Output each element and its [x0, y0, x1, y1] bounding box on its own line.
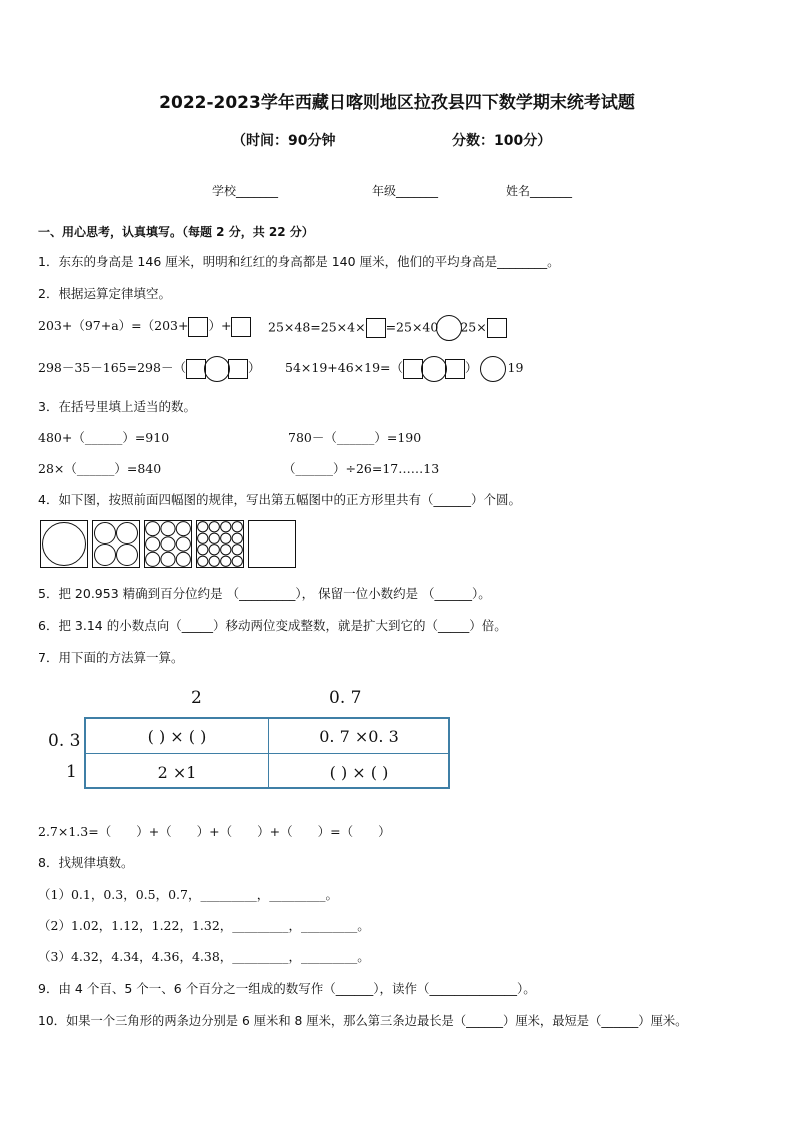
answer-circle[interactable]: [480, 356, 506, 382]
q2-r1b-part3: 25×: [460, 319, 487, 335]
answer-box[interactable]: [228, 359, 248, 379]
answer-box[interactable]: [366, 318, 386, 338]
exam-time: （时间：90分钟: [232, 133, 336, 149]
grid-cell-1-1[interactable]: ( ) × ( ): [147, 727, 207, 746]
answer-box[interactable]: [188, 317, 208, 337]
grid-cell-2-2[interactable]: ( ) × ( ): [329, 763, 389, 782]
question-5: 5．把 20.953 精确到百分位约是 （_________）， 保留一位小数约是 （______）。: [38, 586, 491, 601]
exam-score: 分数：100分）: [452, 133, 552, 149]
grid-col-label-2: 0. 7: [329, 688, 362, 708]
pattern-circle: [198, 556, 208, 566]
q2-r2b-part1: 54×19+46×19=（: [285, 360, 404, 375]
pattern-circle: [176, 537, 190, 551]
question-8-text: 8．找规律填数。: [38, 855, 134, 870]
pattern-circle: [198, 522, 208, 532]
grid-col-label-1: 2: [191, 688, 202, 708]
q8-seq-1: （1）0.1，0.3，0.5，0.7，_________，_________。: [38, 887, 338, 902]
q3-d: （______）÷26=17……13: [283, 461, 440, 476]
answer-box[interactable]: [231, 317, 251, 337]
q2-r1a-part1: 203+（97+a）=（203+: [38, 318, 189, 333]
answer-box[interactable]: [403, 359, 423, 379]
q3-b: 780－（______）=190: [288, 430, 422, 445]
q2-r2a-part2: ）: [247, 360, 261, 375]
answer-circle[interactable]: [421, 356, 447, 382]
question-4-text: 4．如下图，按照前面四幅图的规律，写出第五幅图中的正方形里共有（______）个圆。: [38, 492, 521, 507]
pattern-circle: [198, 533, 208, 543]
pattern-circle: [232, 522, 242, 532]
pattern-circle: [209, 522, 219, 532]
question-1: 1．东东的身高是 146 厘米，明明和红红的身高都是 140 厘米，他们的平均身高是________。: [38, 254, 560, 269]
school-field: 学校_______: [212, 184, 279, 198]
question-9: 9．由 4 个百、5 个一、6 个百分之一组成的数写作（______），读作（______________）。: [38, 981, 536, 996]
pattern-circle: [221, 533, 231, 543]
q7-equation: 2.7×1.3=（ ）+（ ）+（ ）+（ ）=（ ）: [38, 824, 391, 839]
pattern-circle: [232, 545, 242, 555]
pattern-circle: [221, 522, 231, 532]
q2-row1-right: [268, 315, 507, 341]
q2-row1-left: [38, 315, 251, 337]
q2-r1a-part2: ）+: [208, 318, 232, 333]
pattern-circle: [221, 545, 231, 555]
q2-row2-right: [285, 355, 523, 382]
pattern-circle: [209, 533, 219, 543]
question-7-text: 7．用下面的方法算一算。: [38, 650, 184, 665]
pattern-circle: [146, 552, 160, 566]
q2-r2b-part2: ）: [465, 360, 478, 375]
pattern-circle: [221, 556, 231, 566]
q8-seq-2: （2）1.02，1.12，1.22，1.32，_________，_________。: [38, 918, 370, 933]
q2-r1b-part1: 25×48=25×4×: [268, 319, 366, 335]
pattern-circle: [232, 556, 242, 566]
grid-row-label-2: 1: [66, 762, 77, 782]
pattern-circle: [176, 522, 190, 536]
pattern-circle: [161, 522, 175, 536]
question-2-text: 2．根据运算定律填空。: [38, 286, 171, 301]
name-field: 姓名_______: [506, 184, 573, 198]
pattern-circle: [209, 545, 219, 555]
pattern-figure-3: [144, 520, 192, 568]
answer-box[interactable]: [445, 359, 465, 379]
q2-r1b-part2: =25×40: [385, 319, 439, 335]
answer-circle[interactable]: [436, 315, 462, 341]
pattern-circle: [198, 545, 208, 555]
grade-field: 年级_______: [372, 184, 439, 198]
grid-cell-2-1: 2 ×1: [157, 763, 197, 782]
q3-c: 28×（______）=840: [38, 461, 162, 476]
circles-3: [145, 521, 191, 567]
page-title: 2022-2023学年西藏日喀则地区拉孜县四下数学期末统考试题: [159, 93, 635, 113]
pattern-circle: [146, 522, 160, 536]
pattern-circle: [176, 552, 190, 566]
circles-4: [197, 521, 243, 567]
answer-circle[interactable]: [204, 356, 230, 382]
pattern-figure-5-empty: [248, 520, 296, 568]
answer-box[interactable]: [186, 359, 206, 379]
multiplication-grid: [84, 717, 450, 789]
pattern-circle: [161, 537, 175, 551]
pattern-circle: [232, 533, 242, 543]
grid-cell-1-2: 0. 7 ×0. 3: [319, 727, 399, 746]
pattern-figure-2: [92, 520, 140, 568]
question-3-text: 3．在括号里填上适当的数。: [38, 399, 196, 414]
q2-row2-left: [38, 355, 260, 382]
pattern-figure-1: [40, 520, 88, 568]
answer-box[interactable]: [487, 318, 507, 338]
pattern-circle: [209, 556, 219, 566]
pattern-circle: [146, 537, 160, 551]
circles-2: [93, 521, 139, 567]
circles-1: [41, 521, 87, 567]
question-10: 10．如果一个三角形的两条边分别是 6 厘米和 8 厘米，那么第三条边最长是（______）厘米，最短是（______）厘米。: [38, 1014, 688, 1028]
q2-r2b-part3: 19: [507, 360, 524, 375]
q3-a: 480+（______）=910: [38, 430, 170, 445]
q8-seq-3: （3）4.32，4.34，4.36，4.38，_________，_________。: [38, 949, 370, 964]
pattern-circle: [161, 552, 175, 566]
grid-divider-h: [86, 753, 448, 754]
q2-r2a-part1: 298－35－165=298－（: [38, 360, 186, 375]
question-6: 6．把 3.14 的小数点向（_____）移动两位变成整数，就是扩大到它的（_____）倍。: [38, 618, 507, 633]
grid-row-label-1: 0. 3: [48, 731, 81, 751]
section-heading: 一、用心思考，认真填写。（每题 2 分，共 22 分）: [38, 225, 314, 239]
pattern-figure-4: [196, 520, 244, 568]
